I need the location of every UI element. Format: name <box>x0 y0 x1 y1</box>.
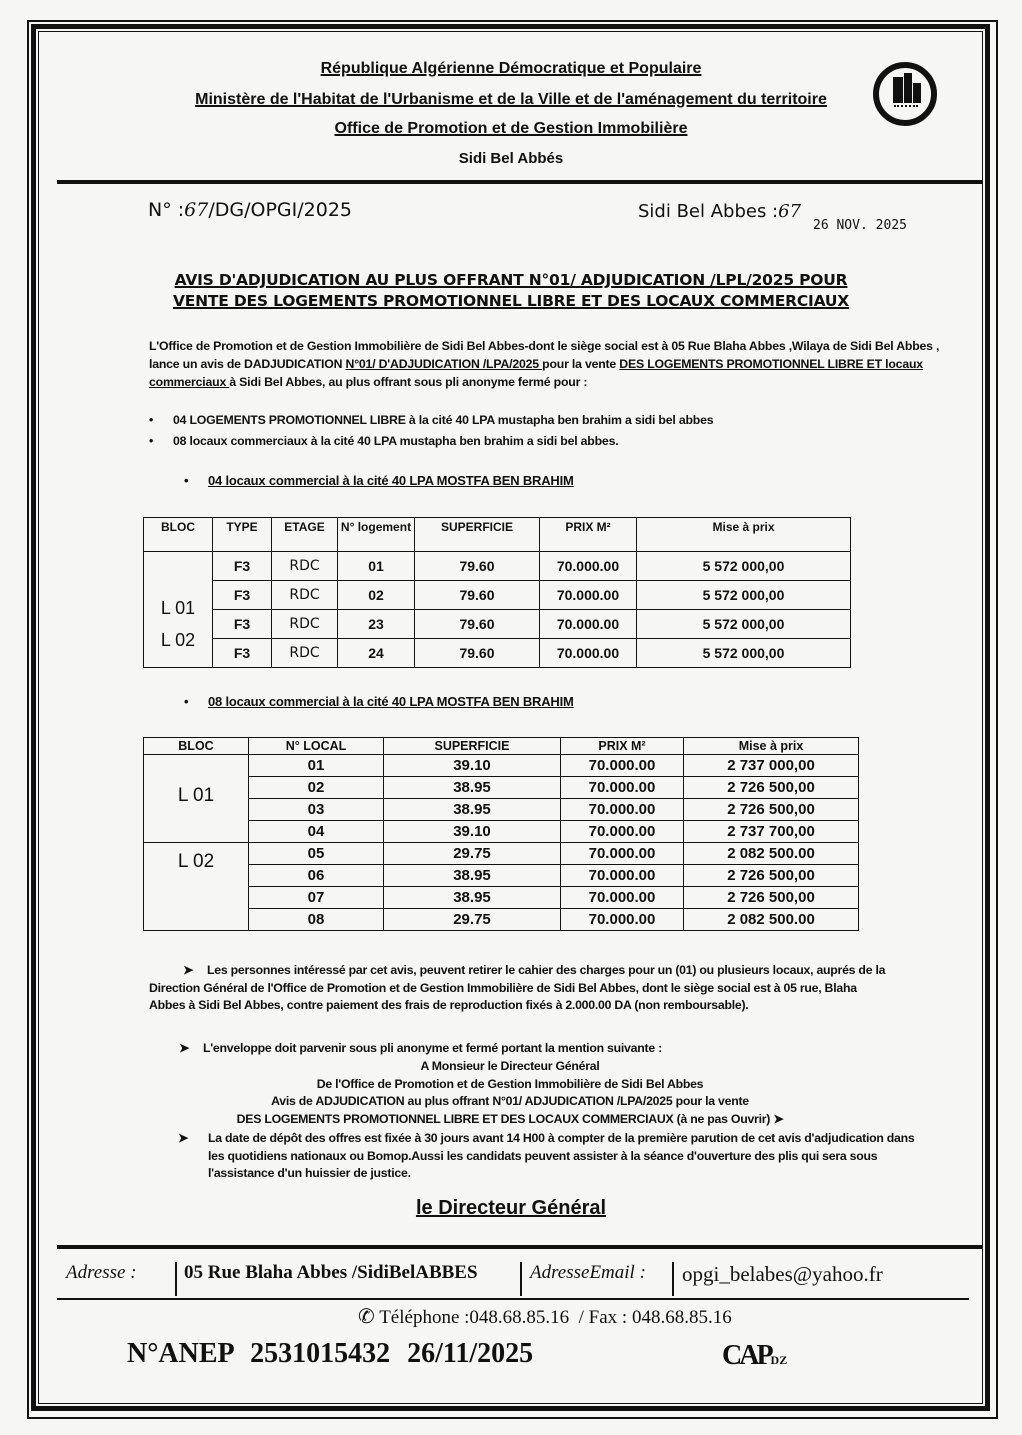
arrow-bullet-icon: ➤ <box>183 963 194 977</box>
reference-number: N° :67/DG/OPGI/2025 <box>148 199 352 221</box>
contact-phone-fax: ✆ Téléphone :048.68.85.16 / Fax : 048.68.85.16 <box>358 1306 732 1328</box>
table-row: L 01 01 39.10 70.000.00 2 737 000,00 <box>144 755 859 777</box>
table-row: 02 38.95 70.000.00 2 726 500,00 <box>144 777 859 799</box>
handwritten-number: 67 <box>184 199 209 221</box>
table-row: L 01 L 02 F3 RDC 01 79.60 70.000.00 5 572 000,00 <box>144 552 851 581</box>
arrow-bullet-icon: ➤ <box>773 1111 784 1126</box>
table-row: F3 RDC 02 79.60 70.000.00 5 572 000,00 <box>144 581 851 610</box>
notice-title-line1: AVIS D'ADJUDICATION AU PLUS OFFRANT N°01/ ADJUDICATION /LPL/2025 POUR <box>174 271 848 289</box>
header-republic: République Algérienne Démocratique et Populaire <box>320 60 702 77</box>
header-city: Sidi Bel Abbés <box>458 150 564 167</box>
list-item: • 08 locaux commerciaux à la cité 40 LPA mustapha ben brahim a sidi bel abbes. <box>149 431 713 452</box>
footer-separator <box>175 1262 177 1296</box>
housing-table <box>143 517 851 668</box>
table-row: F3 RDC 23 79.60 70.000.00 5 572 000,00 <box>144 610 851 639</box>
footer-line <box>57 1298 969 1300</box>
intro-bullet-list <box>149 410 713 452</box>
table1-heading: • 04 locaux commercial à la cité 40 LPA MOSTFA BEN BRAHIM <box>184 473 574 488</box>
email-link[interactable]: opgi_belabes@yahoo.fr <box>682 1262 883 1286</box>
table-row: 07 38.95 70.000.00 2 726 500,00 <box>144 887 859 909</box>
table-row: 08 29.75 70.000.00 2 082 500.00 <box>144 909 859 931</box>
opgi-logo-icon <box>873 62 937 126</box>
table-row: 06 38.95 70.000.00 2 726 500,00 <box>144 865 859 887</box>
table-row: L 02 05 29.75 70.000.00 2 082 500.00 <box>144 843 859 865</box>
table-row: 03 38.95 70.000.00 2 726 500,00 <box>144 799 859 821</box>
table-header-row: BLOC N° LOCAL SUPERFICIE PRIX M² Mise à prix <box>144 738 859 755</box>
table-row: 04 39.10 70.000.00 2 737 700,00 <box>144 821 859 843</box>
condition-envelope: ➤ L'enveloppe doit parvenir sous pli anonyme et fermé portant la mention suivante : <box>149 1040 894 1058</box>
arrow-bullet-icon: ➤ <box>179 1041 190 1055</box>
reference-date: Sidi Bel Abbes :67 <box>638 201 802 222</box>
anep-reference: N°ANEP 2531015432 26/11/2025 <box>127 1338 534 1369</box>
handwritten-date: 67 <box>778 201 802 222</box>
address-label: Adresse : <box>66 1262 137 1283</box>
commercial-premises-table <box>143 737 859 931</box>
table2-heading: • 08 locaux commercial à la cité 40 LPA MOSTFA BEN BRAHIM <box>184 694 574 709</box>
bloc-cell: L 01 L 02 <box>144 552 213 668</box>
cap-logo-icon: CAPDZ <box>722 1340 788 1371</box>
list-item: • 04 LOGEMENTS PROMOTIONNEL LIBRE à la cité 40 LPA mustapha ben brahim a sidi bel abbes <box>149 410 713 431</box>
arrow-bullet-icon: ➤ <box>178 1131 189 1145</box>
date-stamp: 26 NOV. 2025 <box>813 218 907 233</box>
footer-separator <box>520 1262 522 1296</box>
bloc-cell: L 01 <box>144 755 249 843</box>
intro-paragraph: L'Office de Promotion et de Gestion Immobilière de Sidi Bel Abbes-dont le siège social est à 05 Rue Blaha Abbes ,Wilaya de Sidi Bel Abbes , lance un avis de DADJUDICATION N°01/ D'ADJUDICATION /LPA/2025 pour la vente DES LOGEMENTS PROMOTIONNEL LIBRE ET locaux commerciaux à Sidi Bel Abbes, au plus offrant sous pli anonyme fermé pour : <box>149 339 940 389</box>
address-value: 05 Rue Blaha Abbes /SidiBelABBES <box>184 1262 478 1283</box>
table-header-row: BLOC TYPE ETAGE N° logement SUPERFICIE PRIX M² Mise à prix <box>144 518 851 552</box>
header-ministry: Ministère de l'Habitat de l'Urbanisme et de la Ville et de l'aménagement du territoire <box>195 91 827 108</box>
phone-icon: ✆ <box>358 1306 375 1328</box>
email-label: AdresseEmail : <box>530 1262 646 1283</box>
header-divider <box>57 180 982 184</box>
condition-deadline: ➤ La date de dépôt des offres est fixée à 30 jours avant 14 H00 à compter de la première parution de cet avis d'adjudication dans les quotidiens nationaux ou Bomop.Aussi les candidats peuvent assister à la séance d'ouverture des plis qui sera sous l'assistance d'un huissier de justice. <box>178 1131 915 1180</box>
table-row: F3 RDC 24 79.60 70.000.00 5 572 000,00 <box>144 639 851 668</box>
notice-title-line2: VENTE DES LOGEMENTS PROMOTIONNEL LIBRE ET DES LOCAUX COMMERCIAUX <box>172 292 850 310</box>
bloc-cell: L 02 <box>144 843 249 931</box>
footer-divider <box>57 1245 982 1249</box>
envelope-address: A Monsieur le Directeur Général De l'Office de Promotion et de Gestion Immobilière de Sidi Bel Abbes Avis de ADJUDICATION au plus offrant N°01/ ADJUDICATION /LPA/2025 pour la vente DES LOGEMENTS PROMOTIONNEL LIBRE ET DES LOCAUX COMMERCIAUX (à ne pas Ouvrir) ➤ <box>236 1059 784 1126</box>
footer-separator <box>672 1262 674 1296</box>
header-office: Office de Promotion et de Gestion Immobilière <box>334 120 688 137</box>
signature-title: le Directeur Général <box>415 1197 607 1219</box>
condition-retrieve-specs: ➤ Les personnes intéressé par cet avis, peuvent retirer le cahier des charges pour un (01) ou plusieurs locaux, auprés de la Direction Général de l'Office de Promotion et de Gestion Immobilière de Sidi Bel Abbes, dont le siège social est à 05 rue, Blaha Abbes à Sidi Bel Abbes, contre paiement des frais de reproduction fixés à 2.000.00 DA (non remboursable). <box>149 963 886 1012</box>
